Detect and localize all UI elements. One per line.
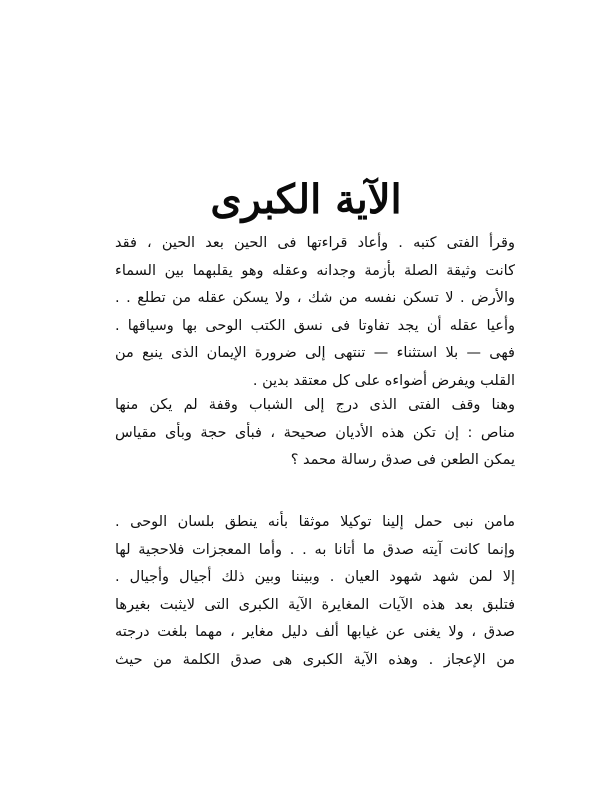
- text-line: من الإعجاز . وهذه الآية الكبرى هى صدق الكلمة من حيث: [115, 651, 515, 668]
- text-line: وقرأ الفتى كتبه . وأعاد قراءتها فى الحين بعد الحين ، فقد: [115, 235, 515, 251]
- text-line: مناص : إن تكن هذه الأديان صحيحة ، فبأى حجة وبأى مقياس: [115, 424, 515, 441]
- paragraph-1: [115, 230, 515, 395]
- text-line: يمكن الطعن فى صدق رسالة محمد ؟: [290, 452, 515, 468]
- text-line: صدق ، ولا يغنى عن غيابها ألف دليل مغاير ، مهما بلغت درجته: [115, 624, 515, 640]
- text-line: وأعيا عقله أن يجد تفاوتا فى نسق الكتب الوحى بها وسياقها .: [115, 317, 515, 334]
- text-line: القلب ويفرض أضواءه على كل معتقد بدين .: [252, 372, 515, 389]
- paragraph-2: [115, 392, 515, 475]
- text-line: كانت وثيقة الصلة بأزمة وجدانه وعقله وهو يقلبهما بين السماء: [115, 262, 515, 279]
- text-line: فتلبق بعد هذه الآيات المغايرة الآية الكبرى التى لايثبت بغيرها: [115, 596, 515, 613]
- text-line: وهنا وقف الفتى الذى درج إلى الشباب وقفة لم يكن منها: [115, 397, 515, 413]
- text-line: مامن نبى حمل إلينا توكيلا موثقا بأنه ينطق بلسان الوحى .: [115, 514, 515, 530]
- text-line: وإنما كانت آيته صدق ما أتانا به . . وأما المعجزات فلاحجية لها: [115, 541, 515, 558]
- text-line: إلا لمن شهد شهود العيان . وبيننا وبين ذلك أجيال وأجيال .: [115, 569, 515, 585]
- chapter-title: الآية الكبرى: [210, 176, 402, 223]
- text-line: والأرض . لا تسكن نفسه من شك ، ولا يسكن عقله من تطلع . .: [115, 290, 515, 306]
- text-line: فهى — بلا استثناء — تنتهى إلى ضرورة الإيمان الذى ينبع من: [115, 345, 515, 361]
- paragraph-3: [115, 509, 515, 674]
